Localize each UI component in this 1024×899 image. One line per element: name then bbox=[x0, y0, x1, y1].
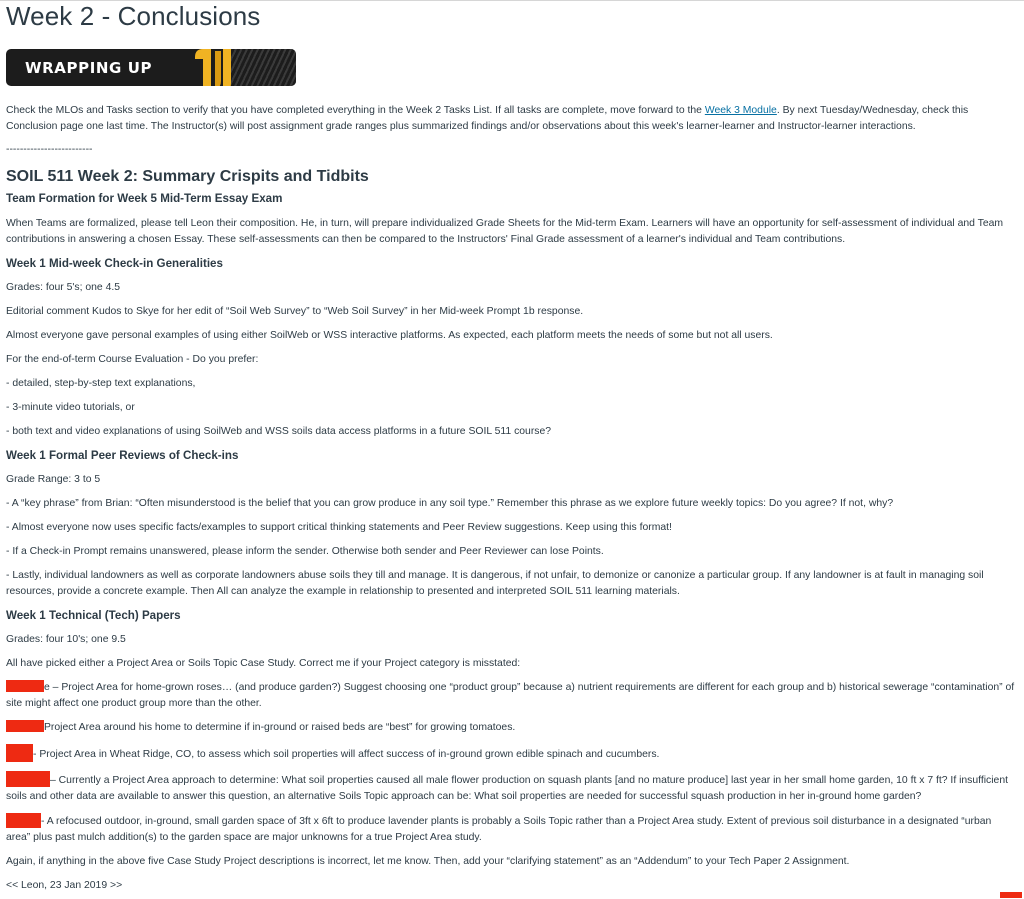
case-study-item bbox=[6, 813, 1018, 846]
week-3-module-link[interactable]: Week 3 Module bbox=[704, 105, 777, 116]
peer-reviews-grade-range: Grade Range: 3 to 5 bbox=[6, 474, 101, 485]
midweek-editorial: Editorial comment Kudos to Skye for her edit of “Soil Web Survey” to “Web Soil Survey” in her Mid-week Prompt 1b response. bbox=[6, 306, 584, 317]
divider-dashes: ------------------------- bbox=[6, 144, 93, 155]
redacted-mark bbox=[1000, 892, 1022, 898]
midweek-heading: Week 1 Mid-week Check-in Generalities bbox=[6, 257, 223, 270]
redacted-name bbox=[6, 744, 33, 762]
tech-papers-grades: Grades: four 10's; one 9.5 bbox=[6, 634, 126, 645]
tech-papers-heading: Week 1 Technical (Tech) Papers bbox=[6, 609, 181, 622]
midweek-grades: Grades: four 5's; one 4.5 bbox=[6, 282, 121, 293]
intro-paragraph bbox=[6, 103, 1018, 135]
summary-title: SOIL 511 Week 2: Summary Crispits and Tidbits bbox=[6, 168, 369, 185]
redacted-name bbox=[6, 720, 44, 732]
case-study-text: e – Project Area for home-grown roses… (and produce garden?) Suggest choosing one “product group” because a) nutrient requirements are different for each group and b) historical sewerage “contamination” of site might affect one product group more than the other. bbox=[6, 682, 1015, 709]
evaluation-option-text: - detailed, step-by-step text explanations, bbox=[6, 378, 196, 389]
case-study-item bbox=[6, 680, 1018, 712]
tech-papers-closing: Again, if anything in the above five Case Study Project descriptions is incorrect, let me know. Then, add your “clarifying statement” as an “Addendum” to your Tech Paper 2 Assignment. bbox=[6, 856, 850, 867]
case-study-text: Project Area around his home to determine if in-ground or raised beds are “best” for growing tomatoes. bbox=[44, 722, 516, 733]
gold-ribbon-icon bbox=[191, 49, 237, 86]
team-formation-text: When Teams are formalized, please tell Leon their composition. He, in turn, will prepare individualized Grade Sheets for the Mid-term Exam. Learners will have an opportunity for self-assessment of individual and Team contributions in answering a chosen Essay. These self-assessments can then be compared to the Instructors' Final Grade assessment of a learner's individual and Team contributions. bbox=[6, 218, 1004, 245]
intro-text-end: . By next Tuesday/Wednesday, check this Conclusion page one last time. The Instructor(s) will post assignment grade ranges plus summarized findings and/or observations about this week's learner-learner and Instructor-learner interactions. bbox=[6, 105, 969, 132]
page-content bbox=[6, 0, 1018, 894]
redacted-name bbox=[6, 771, 50, 787]
case-study-text: – Currently a Project Area approach to determine: What soil properties caused all male flower production on squash plants [and no mature produce] last year in her small home garden, 10 ft x 7 ft? If insufficient soils and other data are available to answer this question, an alternative Soils Topic approach can be: What soil properties are needed for successful squash production in her in-ground home garden? bbox=[6, 775, 1008, 802]
peer-review-item: - If a Check-in Prompt remains unanswered, please inform the sender. Otherwise both sender and Peer Reviewer can lose Points. bbox=[6, 546, 604, 557]
intro-text-start: Check the MLOs and Tasks section to verify that you have completed everything in the Week 2 Tasks List. If all tasks are complete, move forward to the bbox=[6, 105, 705, 116]
team-formation-heading: Team Formation for Week 5 Mid-Term Essay Exam bbox=[6, 192, 283, 205]
evaluation-option-video: - 3-minute video tutorials, or bbox=[6, 402, 135, 413]
wrapping-up-banner bbox=[6, 49, 296, 86]
evaluation-option-both: - both text and video explanations of using SoilWeb and WSS soils data access platforms in a future SOIL 511 course? bbox=[6, 426, 552, 437]
signature: << Leon, 23 Jan 2019 >> bbox=[6, 880, 123, 891]
peer-review-item: - A “key phrase” from Brian: “Often misunderstood is the belief that you can grow produce in any soil type.” Remember this phrase as we explore future weekly topics: Do you agree? If not, why? bbox=[6, 498, 894, 509]
case-study-text: - Project Area in Wheat Ridge, CO, to assess which soil properties will affect success of in-ground grown edible spinach and cucumbers. bbox=[33, 749, 660, 760]
peer-review-item: - Almost everyone now uses specific facts/examples to support critical thinking statements and Peer Review suggestions. Keep using this format! bbox=[6, 522, 672, 533]
case-study-item bbox=[6, 744, 1018, 763]
case-study-item bbox=[6, 771, 1018, 805]
midweek-examples: Almost everyone gave personal examples of using either SoilWeb or WSS interactive platforms. As expected, each platform meets the needs of some but not all users. bbox=[6, 330, 773, 341]
peer-reviews-heading: Week 1 Formal Peer Reviews of Check-ins bbox=[6, 449, 239, 462]
banner-label: WRAPPING UP bbox=[25, 59, 153, 77]
redacted-name bbox=[6, 680, 44, 692]
peer-review-item: - Lastly, individual landowners as well as corporate landowners abuse soils they till and manage. It is dangerous, if not unfair, to demonize or canonize a particular group. If any landowner is at fault in managing soil resources, provide a concrete example. Then All can analyze the example in relationship to presented and interpreted SOIL 511 learning materials. bbox=[6, 570, 984, 597]
case-study-item bbox=[6, 720, 1018, 736]
case-study-text: - A refocused outdoor, in-ground, small garden space of 3ft x 6ft to produce lavender plants is probably a Soils Topic rather than a Project Area study. Extent of previous soil disturbance in a designated “urban area” plus past mulch addition(s) to the garden space are major unknowns for a true Project Area study. bbox=[6, 816, 992, 843]
redacted-name bbox=[6, 813, 41, 828]
midweek-evaluation-question: For the end-of-term Course Evaluation - Do you prefer: bbox=[6, 354, 259, 365]
page-title: Week 2 - Conclusions bbox=[6, 1, 261, 31]
tech-papers-intro: All have picked either a Project Area or Soils Topic Case Study. Correct me if your Project category is misstated: bbox=[6, 658, 521, 669]
